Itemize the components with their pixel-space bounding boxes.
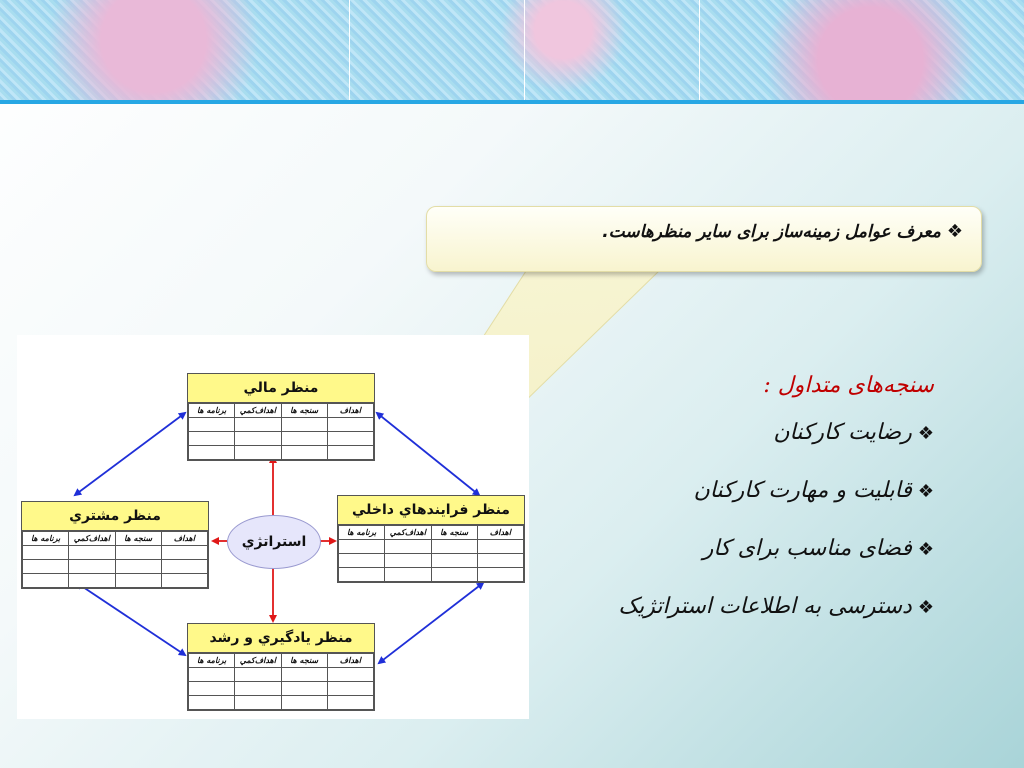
bullet-icon: ❖ xyxy=(917,597,934,618)
measures-heading: سنجه‌های متداول : xyxy=(763,373,934,398)
perspective-customer xyxy=(21,501,209,589)
column-header: سنجه ها xyxy=(431,526,477,540)
arrow-finance-process xyxy=(377,413,479,495)
arrow-customer-learning xyxy=(77,583,185,655)
list-item xyxy=(554,578,934,636)
column-header: اهداف xyxy=(477,526,523,540)
list-item xyxy=(554,404,934,462)
list-item-label: قابلیت و مهارت کارکنان xyxy=(693,478,912,503)
column-header: اهداف xyxy=(161,532,207,546)
perspective-learning xyxy=(187,623,375,711)
column-header: برنامه ها xyxy=(189,654,235,668)
arrow-finance-customer xyxy=(75,413,185,495)
column-header: برنامه ها xyxy=(189,404,235,418)
callout-label: معرف عوامل زمینه‌ساز برای سایر منظرهاست. xyxy=(602,222,941,242)
column-header: اهداف xyxy=(327,404,373,418)
column-header: اهداف‌کمي xyxy=(385,526,431,540)
column-header: اهداف xyxy=(327,654,373,668)
perspective-title: منظر مالي xyxy=(188,374,374,403)
list-item xyxy=(554,462,934,520)
bullet-icon: ❖ xyxy=(946,221,963,242)
callout-box xyxy=(426,206,982,272)
measures-list xyxy=(554,368,934,636)
bullet-icon: ❖ xyxy=(917,539,934,560)
column-header: سنجه ها xyxy=(115,532,161,546)
column-header: برنامه ها xyxy=(339,526,385,540)
arrow-process-learning xyxy=(379,583,483,663)
list-item-label: فضای مناسب برای کار xyxy=(702,536,912,561)
list-item xyxy=(554,520,934,578)
column-header: اهداف‌کمي xyxy=(235,654,281,668)
callout-text xyxy=(602,221,963,242)
balanced-scorecard-diagram xyxy=(17,335,529,719)
perspective-title: منظر فرايندهاي داخلي xyxy=(338,496,524,525)
column-header: برنامه ها xyxy=(23,532,69,546)
bullet-icon: ❖ xyxy=(917,423,934,444)
list-item-label: دسترسی به اطلاعات استراتژیک xyxy=(618,594,912,619)
perspective-financial xyxy=(187,373,375,461)
column-header: سنجه ها xyxy=(281,654,327,668)
perspective-process xyxy=(337,495,525,583)
perspective-title: منظر مشتري xyxy=(22,502,208,531)
list-item-label: رضایت کارکنان xyxy=(773,420,912,445)
strategy-ellipse: استراتژي xyxy=(227,515,321,569)
column-header: سنجه ها xyxy=(281,404,327,418)
perspective-title: منظر يادگيري و رشد xyxy=(188,624,374,653)
bullet-icon: ❖ xyxy=(917,481,934,502)
column-header: اهداف‌کمي xyxy=(69,532,115,546)
column-header: اهداف‌کمي xyxy=(235,404,281,418)
